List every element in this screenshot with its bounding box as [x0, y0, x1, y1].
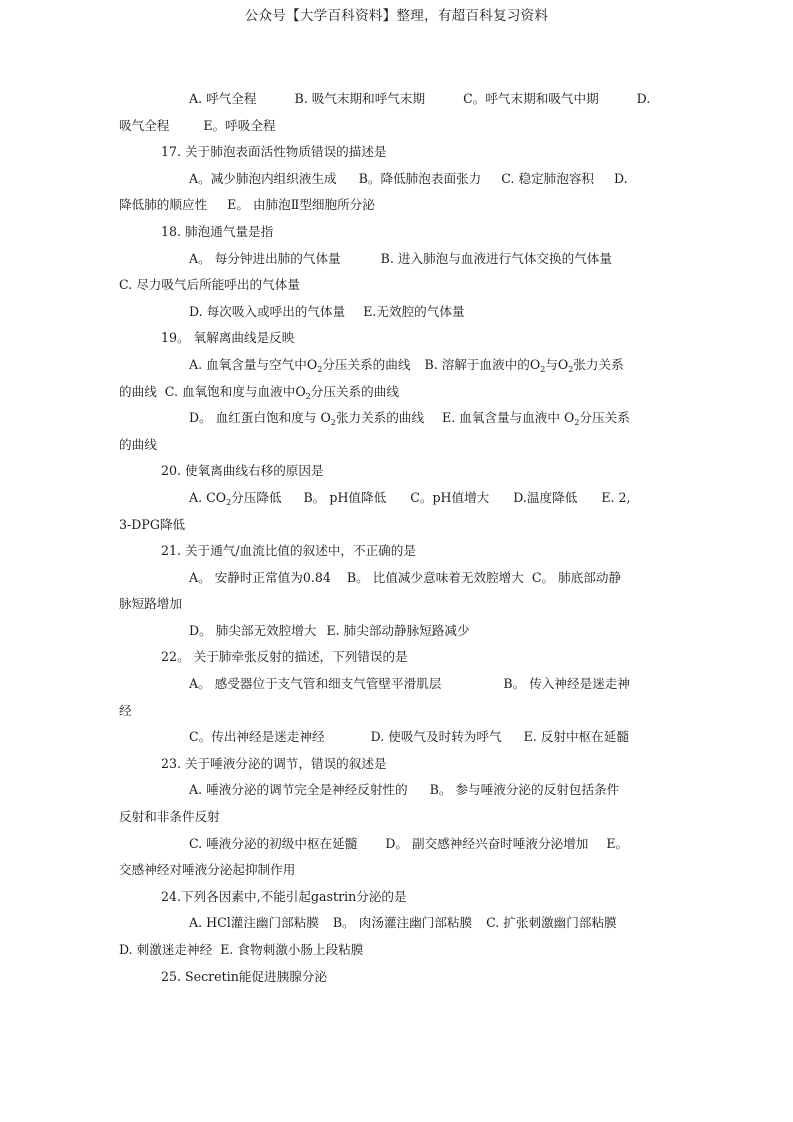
text-run: D。 肺尖部无效腔增大 [189, 622, 317, 638]
text-run: 24.下列各因素中,不能引起gastrin分泌的是 [161, 888, 407, 904]
text-run: C. 扩张刺激幽门部粘膜 [486, 915, 617, 931]
text-run: D. [614, 170, 628, 186]
text-run: C。传出神经是迷走神经 [189, 729, 325, 745]
subscript: 2 [330, 418, 336, 428]
text-line [119, 405, 679, 432]
text-line [119, 299, 679, 326]
text-line [119, 538, 679, 565]
text-run: 与O [545, 356, 569, 372]
text-run: B。 比值减少意味着无效腔增大 [346, 569, 524, 585]
text-line [119, 272, 679, 299]
text-run: A. 唾液分泌的调节完全是神经反射性的 [189, 782, 408, 798]
text-run: B。 参与唾液分泌的反射包括条件 [429, 782, 620, 798]
subscript: 2 [305, 391, 311, 401]
text-line [119, 644, 679, 671]
text-run: B. 吸气末期和呼气末期 [294, 91, 426, 106]
text-line [119, 565, 679, 592]
text-run: E。 [606, 835, 629, 851]
text-run: C. 尽力吸气后所能呼出的气体量 [119, 277, 300, 293]
text-line [119, 751, 679, 778]
text-run: 吸气全程 [119, 117, 170, 133]
text-run: D。 副交感神经兴奋时唾液分泌增加 [385, 835, 589, 851]
text-line [119, 458, 679, 485]
text-run: 3-DPG降低 [119, 516, 186, 532]
text-run: A. 血氧含量与空气中O [189, 356, 318, 372]
text-run: 的曲线 [119, 436, 157, 452]
text-line [119, 857, 679, 884]
text-run: 18. 肺泡通气量是指 [161, 223, 274, 239]
text-line [119, 777, 679, 804]
text-run: D. 使吸气及时转为呼气 [370, 729, 502, 745]
text-run: A。 安静时正常值为0.84 [189, 569, 331, 585]
text-run: C。呼气末期和吸气中期 [463, 91, 599, 106]
text-line [119, 113, 679, 140]
text-run: E. 肺尖部动静脉短路减少 [326, 622, 470, 638]
text-run: 20. 使氧离曲线右移的原因是 [161, 463, 324, 479]
text-run: A. CO [189, 489, 227, 505]
text-line [119, 352, 679, 379]
text-line [119, 192, 679, 219]
text-run: A。减少肺泡内组织液生成 [189, 170, 337, 186]
text-run: E。呼吸全程 [203, 117, 276, 133]
text-line [119, 86, 679, 113]
subscript: 2 [574, 418, 580, 428]
text-run: B. 进入肺泡与血液进行气体交换的气体量 [380, 250, 612, 266]
text-run: 分压关系的曲线 [322, 356, 411, 372]
text-line [119, 724, 679, 751]
text-run: B。降低肺泡表面张力 [358, 170, 482, 186]
page-header: 公众号【大学百科资料】整理，有超百科复习资料 [244, 8, 549, 24]
text-run: B. 溶解于血液中的O [424, 356, 541, 372]
text-run: D. [636, 91, 651, 106]
text-run: E. 血氧含量与血液中 O [442, 410, 575, 426]
text-line [119, 219, 679, 246]
text-line [119, 910, 679, 937]
text-run: 张力关系的曲线 [335, 410, 425, 426]
text-run: 的曲线 [119, 383, 157, 399]
text-line [119, 379, 679, 406]
text-run: E. 2, [601, 489, 631, 505]
text-run: D。 血红蛋白饱和度与 O [189, 410, 331, 426]
subscript: 2 [540, 364, 546, 374]
text-line [119, 804, 679, 831]
text-run: 经 [119, 702, 132, 718]
text-run: 25. Secretin能促进胰腺分泌 [161, 968, 327, 984]
text-run: A. 呼气全程 [189, 91, 257, 106]
text-run: C. 血氧饱和度与血液中O [164, 383, 306, 399]
text-run: 脉短路增加 [119, 596, 182, 612]
text-run: A。 感受器位于支气管和细支气管壁平滑肌层 [189, 676, 442, 692]
text-run: 17. 关于肺泡表面活性物质错误的描述是 [161, 144, 387, 160]
text-run: 23. 关于唾液分泌的调节，错误的叙述是 [161, 755, 387, 771]
text-run: B。 肉汤灌注幽门部粘膜 [332, 915, 473, 931]
text-run: A. HCl灌注幽门部粘膜 [189, 915, 319, 931]
text-line [119, 937, 679, 964]
text-line [119, 485, 679, 512]
text-run: E. 反射中枢在延髓 [523, 729, 629, 745]
text-run: 21. 关于通气/血流比值的叙述中，不正确的是 [161, 543, 416, 559]
text-run: 分压关系 [579, 410, 630, 426]
text-run: 19。 氧解离曲线是反映 [161, 330, 295, 346]
text-line [119, 325, 679, 352]
subscript: 2 [226, 497, 232, 507]
text-run: A。 每分钟进出肺的气体量 [189, 250, 341, 266]
text-run: E。 由肺泡Ⅱ型细胞所分泌 [227, 197, 375, 213]
text-line [119, 698, 679, 725]
text-line [119, 591, 679, 618]
text-run: 张力关系 [573, 356, 624, 372]
text-run: 分压关系的曲线 [310, 383, 399, 399]
subscript: 2 [568, 364, 574, 374]
text-line [119, 246, 679, 273]
document-body [119, 86, 679, 990]
text-run: D.温度降低 [513, 489, 578, 505]
text-run: C. 唾液分泌的初级中枢在延髓 [189, 835, 358, 851]
subscript: 2 [317, 364, 323, 374]
text-run: 分压降低 [231, 489, 282, 505]
text-run: 降低肺的顺应性 [119, 197, 208, 213]
text-run: C。pH值增大 [410, 489, 490, 505]
text-run: B。 传入神经是迷走神 [503, 676, 630, 692]
text-run: C。 肺底部动静 [531, 569, 622, 585]
text-line [119, 166, 679, 193]
text-run: E.无效腔的气体量 [363, 303, 465, 319]
text-line [119, 831, 679, 858]
text-line [119, 512, 679, 539]
text-run: 反射和非条件反射 [119, 809, 220, 825]
text-run: E. 食物刺激小肠上段粘膜 [220, 942, 364, 957]
text-run: D. 刺激迷走神经 [119, 942, 213, 957]
text-run: C. 稳定肺泡容积 [501, 170, 595, 186]
text-line [119, 964, 679, 991]
text-line [119, 671, 679, 698]
text-line [119, 432, 679, 459]
text-line [119, 139, 679, 166]
text-run: D. 每次吸入或呼出的气体量 [189, 303, 346, 319]
text-run: B。 pH值降低 [303, 489, 387, 505]
text-run: 22。 关于肺牵张反射的描述，下列错误的是 [161, 649, 408, 665]
text-line [119, 884, 679, 911]
text-run: 交感神经对唾液分泌起抑制作用 [119, 862, 296, 878]
text-line [119, 618, 679, 645]
